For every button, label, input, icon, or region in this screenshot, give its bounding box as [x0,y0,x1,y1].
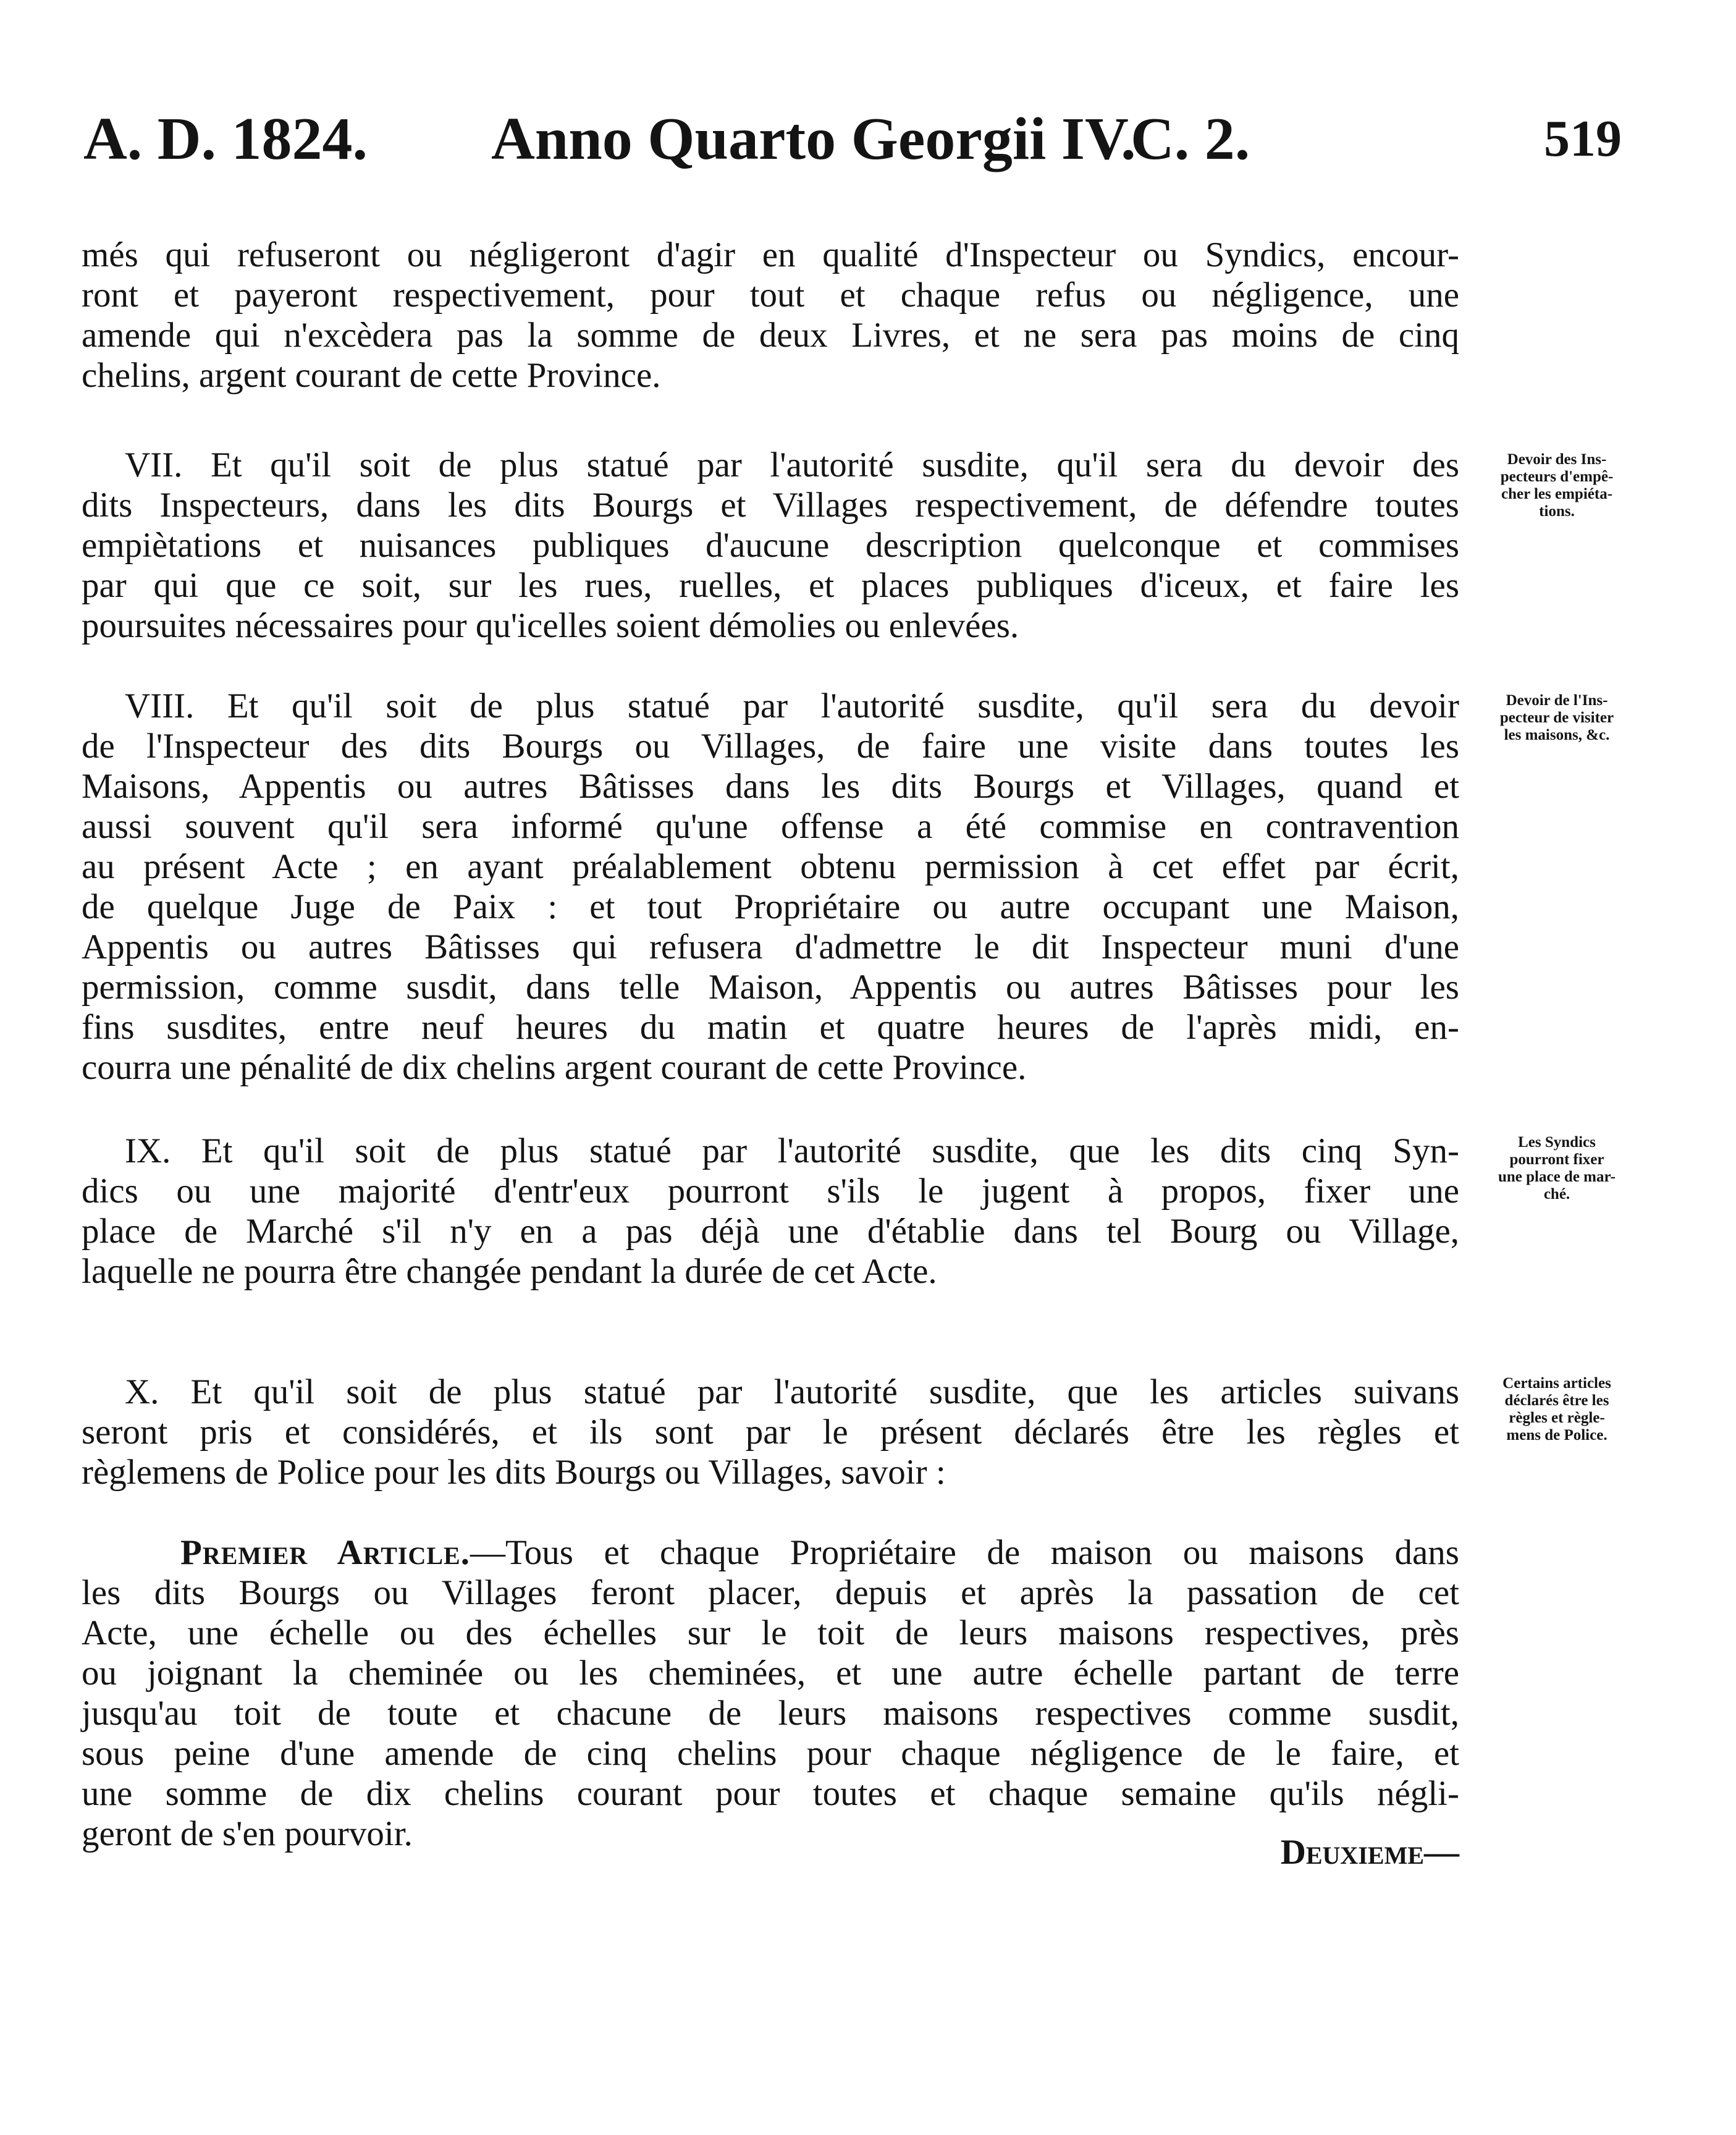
text-line: VII. Et qu'il soit de plus statué par l'autorité susdite, qu'il sera du devoir des [125,446,1459,484]
text-line: jusqu'au toit de toute et chacune de leurs maisons respectives comme susdit, [82,1694,1459,1733]
text-line: courra une pénalité de dix chelins argent courant de cette Province. [82,1048,1027,1087]
margin-note-ix [1470,1134,1643,1203]
text-line: laquelle ne pourra être changée pendant la durée de cet Acte. [82,1252,937,1291]
margin-note-line: ché. [1543,1186,1570,1203]
section-ix [82,1131,1459,1292]
header-title: Anno Quarto Georgii IV. [491,106,1136,172]
text-line: Appentis ou autres Bâtisses qui refusera d'admettre le dit Inspecteur muni d'une [82,928,1459,966]
margin-note-line: Les Syndics [1518,1134,1596,1151]
text-line: chelins, argent courant de cette Province. [82,356,661,395]
margin-note-line: Devoir de l'Ins- [1506,692,1608,709]
text-line: de quelque Juge de Paix : et tout Propriétaire ou autre occupant une Maison, [82,887,1459,926]
margin-note-vii [1470,451,1643,520]
text-line: par qui que ce soit, sur les rues, ruelles, et places publiques d'iceux, et faire les [82,566,1459,605]
margin-note-x [1470,1375,1643,1444]
margin-note-line: les maisons, &c. [1504,727,1610,743]
section-vii [82,445,1459,646]
text-line: geront de s'en pourvoir. [82,1814,413,1853]
margin-note-line: règles et règle- [1509,1410,1605,1426]
text-line: une somme de dix chelins courant pour toutes et chaque semaine qu'ils négli- [82,1774,1459,1813]
text-line: aussi souvent qu'il sera informé qu'une offense a été commise en contravention [82,807,1459,846]
text-line: sous peine d'une amende de cinq chelins pour chaque négligence de le faire, et [82,1734,1459,1773]
margin-note-line: pourront fixer [1509,1151,1604,1168]
text-line: ou joignant la cheminée ou les cheminées, et une autre échelle partant de terre [82,1654,1459,1693]
text-line: VIII. Et qu'il soit de plus statué par l'autorité susdite, qu'il sera du devoir [125,687,1459,725]
text-line: amende qui n'excèdera pas la somme de deux Livres, et ne sera pas moins de cinq [82,316,1459,355]
text-line: IX. Et qu'il soit de plus statué par l'autorité susdite, que les dits cinq Syn- [125,1131,1459,1170]
article-first-line: —Tous et chaque Propriétaire de maison ou maisons dans [470,1533,1459,1572]
text-line: més qui refuseront ou négligeront d'agir en qualité d'Inspecteur ou Syndics, encour- [82,235,1459,274]
margin-note-line: pecteur de visiter [1499,709,1614,726]
text-line: seront pris et considérés, et ils sont par le présent déclarés être les règles et [82,1413,1459,1452]
text-line: permission, comme susdit, dans telle Maison, Appentis ou autres Bâtisses pour les [82,968,1459,1007]
text-line: fins susdites, entre neuf heures du matin et quatre heures de l'après midi, en- [82,1008,1459,1047]
margin-note-line: déclarés être les [1504,1392,1609,1409]
intro-paragraph [82,235,1459,395]
article-heading: Premier Article. [180,1533,470,1572]
text-line: de l'Inspecteur des dits Bourgs ou Villages, de faire une visite dans toutes les [82,727,1459,766]
header-year: A. D. 1824. [83,106,368,172]
section-x [82,1372,1459,1492]
text-line: Acte, une échelle ou des échelles sur le toit de leurs maisons respectives, près [82,1613,1459,1652]
text-line: ront et payeront respectivement, pour tout et chaque refus ou négligence, une [82,276,1459,315]
text-line: les dits Bourgs ou Villages feront placer, depuis et après la passation de cet [82,1573,1459,1612]
page-number: 519 [1544,110,1622,167]
margin-note-line: mens de Police. [1506,1427,1607,1444]
running-header [83,93,1622,185]
margin-note-line: cher les empiéta- [1501,486,1613,502]
margin-note-line: pecteurs d'empê- [1500,468,1614,485]
margin-note-line: Certains articles [1502,1375,1611,1392]
text-line: au présent Acte ; en ayant préalablement obtenu permission à cet effet par écrit, [82,847,1459,886]
text-line: Maisons, Appentis ou autres Bâtisses dans les dits Bourgs et Villages, quand et [82,767,1459,806]
section-viii [82,686,1459,1088]
text-line [82,1533,1459,1573]
premier-article [82,1533,1459,1854]
margin-note-line: une place de mar- [1498,1169,1616,1185]
header-chapter: C. 2. [1131,106,1250,172]
catchword: Deuxieme— [1280,1833,1459,1872]
margin-note-viii [1470,692,1643,744]
text-line: dics ou une majorité d'entr'eux pourront s'ils le jugent à propos, fixer une [82,1172,1459,1211]
text-line: poursuites nécessaires pour qu'icelles soient démolies ou enlevées. [82,606,1019,645]
text-line: place de Marché s'il n'y en a pas déjà une d'établie dans tel Bourg ou Village, [82,1212,1459,1251]
margin-note-line: Devoir des Ins- [1507,451,1607,468]
text-line: règlemens de Police pour les dits Bourgs ou Villages, savoir : [82,1453,946,1492]
margin-note-line: tions. [1539,503,1575,520]
text-line: X. Et qu'il soit de plus statué par l'autorité susdite, que les articles suivans [125,1372,1459,1411]
text-line: dits Inspecteurs, dans les dits Bourgs et Villages respectivement, de défendre toutes [82,486,1459,525]
text-line: empiètations et nuisances publiques d'aucune description quelconque et commises [82,526,1459,565]
